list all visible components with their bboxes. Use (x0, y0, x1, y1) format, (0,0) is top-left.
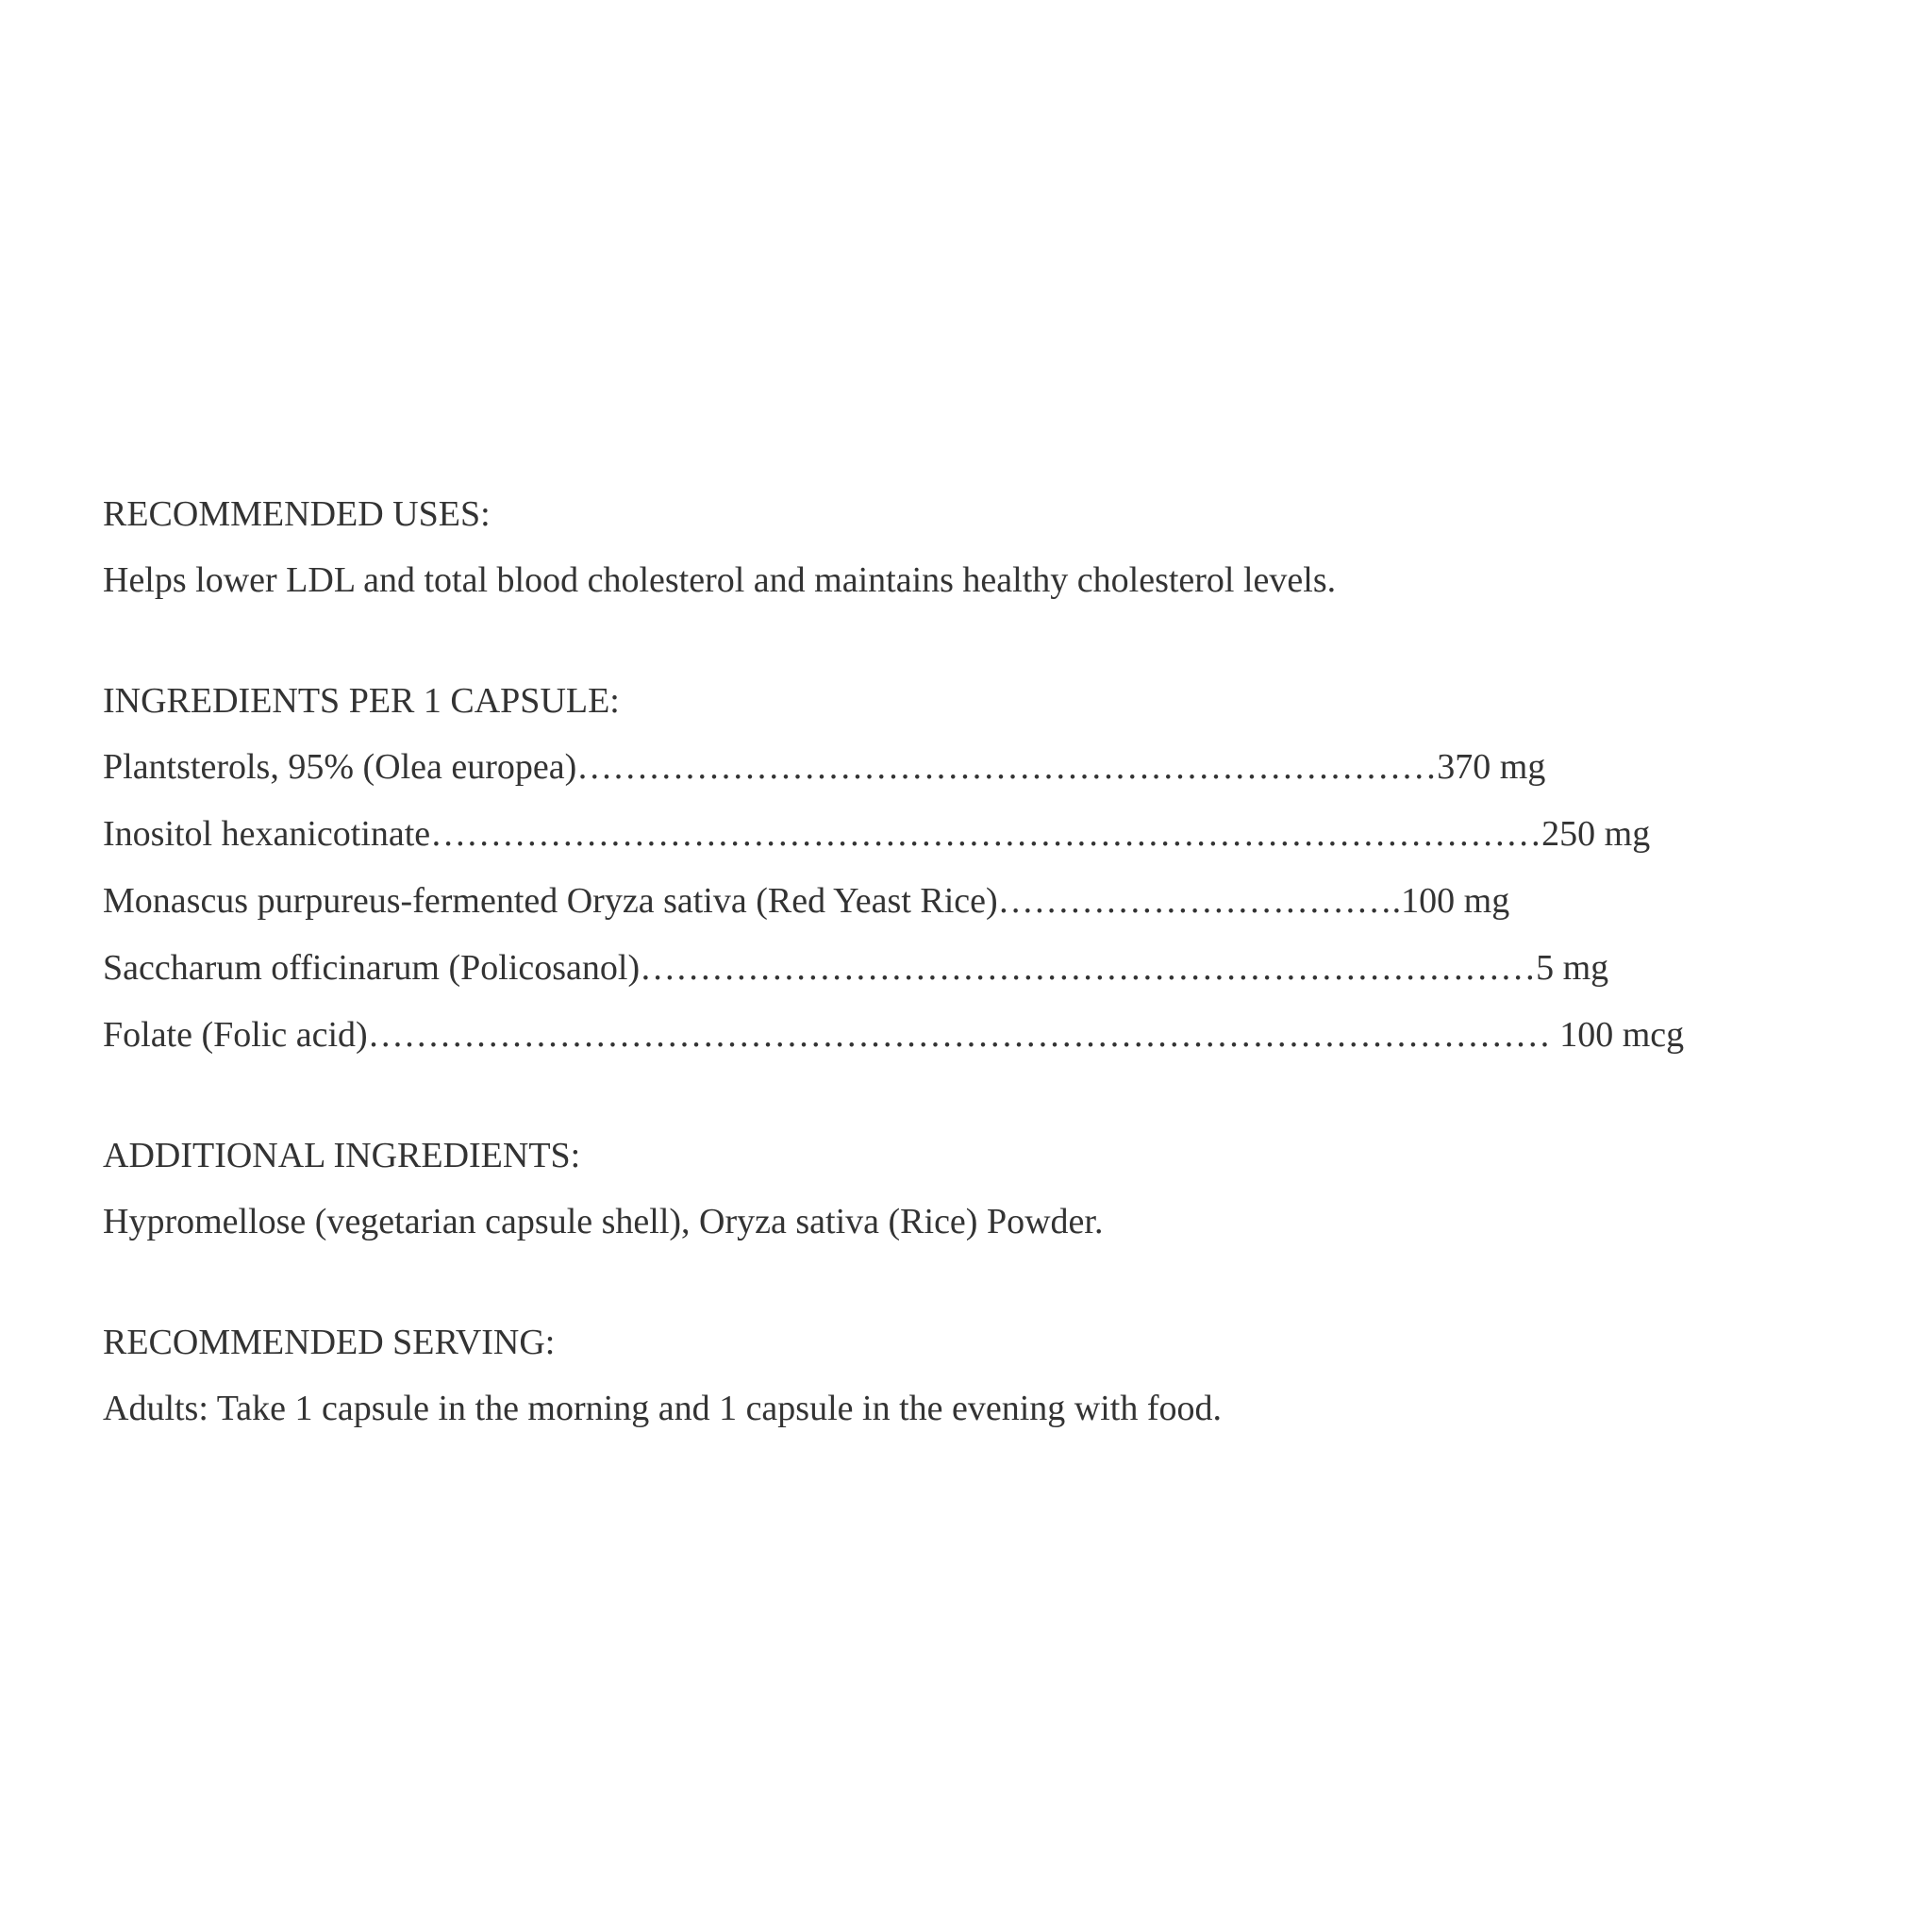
recommended-serving-text: Adults: Take 1 capsule in the morning and 1 capsule in the evening with food. (103, 1389, 1222, 1428)
ingredient-row-policosanol: Saccharum officinarum (Policosanol)…………………………………………………………………5 mg (103, 948, 1609, 988)
section-spacer (103, 1058, 1876, 1132)
recommended-uses-text: Helps lower LDL and total blood cholesterol and maintains healthy cholesterol levels. (103, 560, 1337, 600)
additional-ingredients-text: Hypromellose (vegetarian capsule shell), Oryza sativa (Rice) Powder. (103, 1202, 1104, 1241)
recommended-serving-heading: RECOMMENDED SERVING: (103, 1323, 556, 1362)
product-info (103, 491, 1876, 1432)
recommended-uses-heading: RECOMMENDED USES: (103, 494, 491, 534)
section-spacer (103, 604, 1876, 677)
ingredients-section (103, 677, 1876, 1058)
recommended-uses-section (103, 491, 1876, 604)
ingredients-heading: INGREDIENTS PER 1 CAPSULE: (103, 681, 620, 721)
section-spacer (103, 1245, 1876, 1319)
ingredient-list (103, 743, 1876, 1058)
additional-ingredients-heading: ADDITIONAL INGREDIENTS: (103, 1136, 581, 1175)
ingredient-row-inositol: Inositol hexanicotinate…………………………………………………………………………………250 mg (103, 814, 1651, 854)
additional-ingredients-section (103, 1132, 1876, 1245)
recommended-serving-section (103, 1319, 1876, 1432)
ingredient-row-folate: Folate (Folic acid)……………………………………………………………………………………… 100 mcg (103, 1015, 1685, 1055)
ingredient-row-plantsterols: Plantsterols, 95% (Olea europea)………………………………………………………………370 mg (103, 747, 1546, 787)
ingredient-row-red-yeast-rice: Monascus purpureus-fermented Oryza sativa (Red Yeast Rice)…………………………….100 mg (103, 881, 1510, 921)
